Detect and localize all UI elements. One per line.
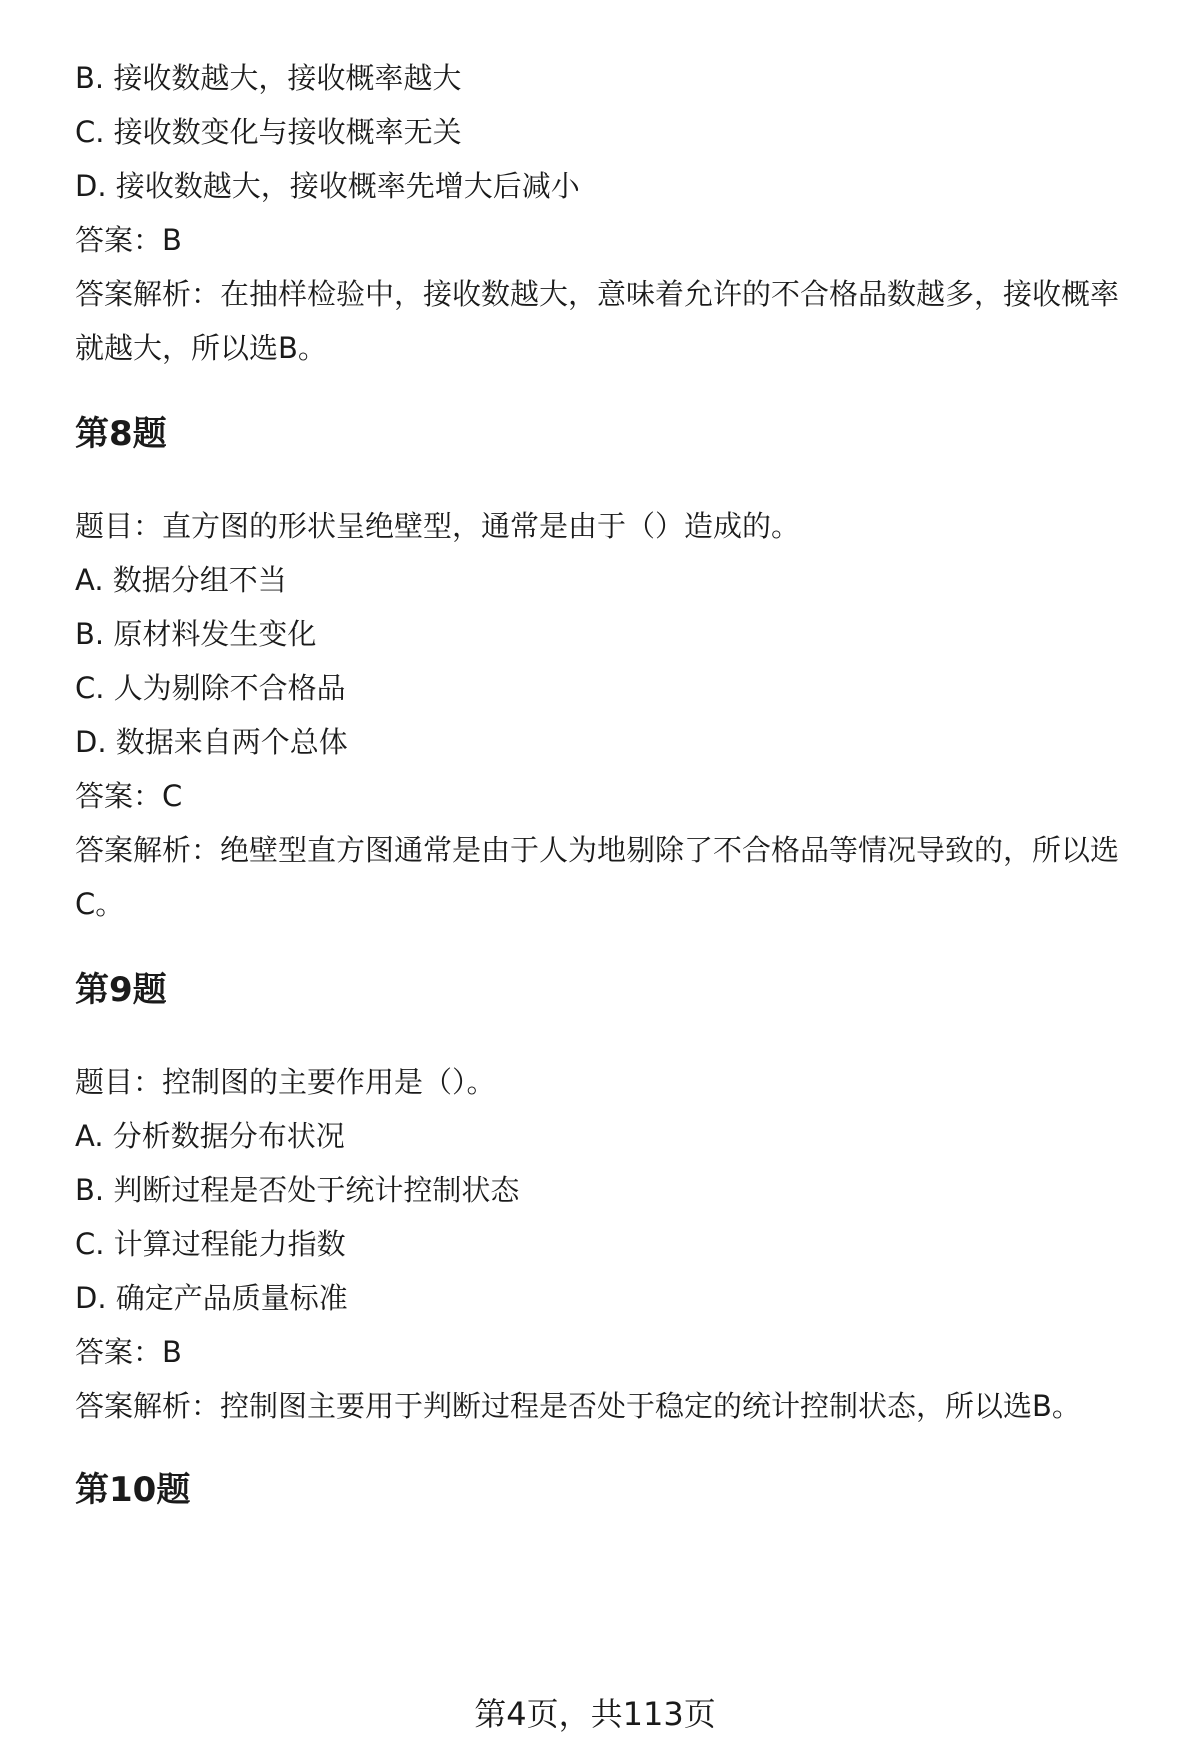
q8-option-a: A. 数据分组不当	[75, 563, 287, 597]
q9-stem: 题目：控制图的主要作用是（）。	[75, 1065, 496, 1099]
prev-option-d: D. 接收数越大，接收概率先增大后减小	[75, 169, 580, 203]
prev-answer: 答案：B	[75, 223, 182, 257]
question-9-heading: 第9题	[75, 970, 167, 1010]
q8-explanation-line2: C。	[75, 887, 125, 921]
prev-option-c: C. 接收数变化与接收概率无关	[75, 115, 462, 149]
q8-explanation-line1: 答案解析：绝壁型直方图通常是由于人为地剔除了不合格品等情况导致的，所以选	[75, 833, 1120, 867]
q9-explanation: 答案解析：控制图主要用于判断过程是否处于稳定的统计控制状态，所以选B。	[75, 1389, 1081, 1423]
q9-answer: 答案：B	[75, 1335, 182, 1369]
prev-explanation-line1: 答案解析：在抽样检验中，接收数越大，意味着允许的不合格品数越多，接收概率	[75, 277, 1120, 311]
q8-option-b: B. 原材料发生变化	[75, 617, 317, 651]
prev-explanation-line2: 就越大，所以选B。	[75, 331, 327, 365]
q9-option-a: A. 分析数据分布状况	[75, 1119, 345, 1153]
page-indicator: 第4页，共113页	[474, 1695, 716, 1733]
q8-answer: 答案：C	[75, 779, 183, 813]
question-8-heading: 第8题	[75, 414, 167, 454]
q9-option-b: B. 判断过程是否处于统计控制状态	[75, 1173, 520, 1207]
q8-option-c: C. 人为剔除不合格品	[75, 671, 346, 705]
q8-stem: 题目：直方图的形状呈绝壁型，通常是由于（）造成的。	[75, 509, 801, 543]
q8-option-d: D. 数据来自两个总体	[75, 725, 348, 759]
question-10-heading: 第10题	[75, 1470, 191, 1510]
q9-option-d: D. 确定产品质量标准	[75, 1281, 348, 1315]
prev-option-b: B. 接收数越大，接收概率越大	[75, 61, 462, 95]
q9-option-c: C. 计算过程能力指数	[75, 1227, 346, 1261]
